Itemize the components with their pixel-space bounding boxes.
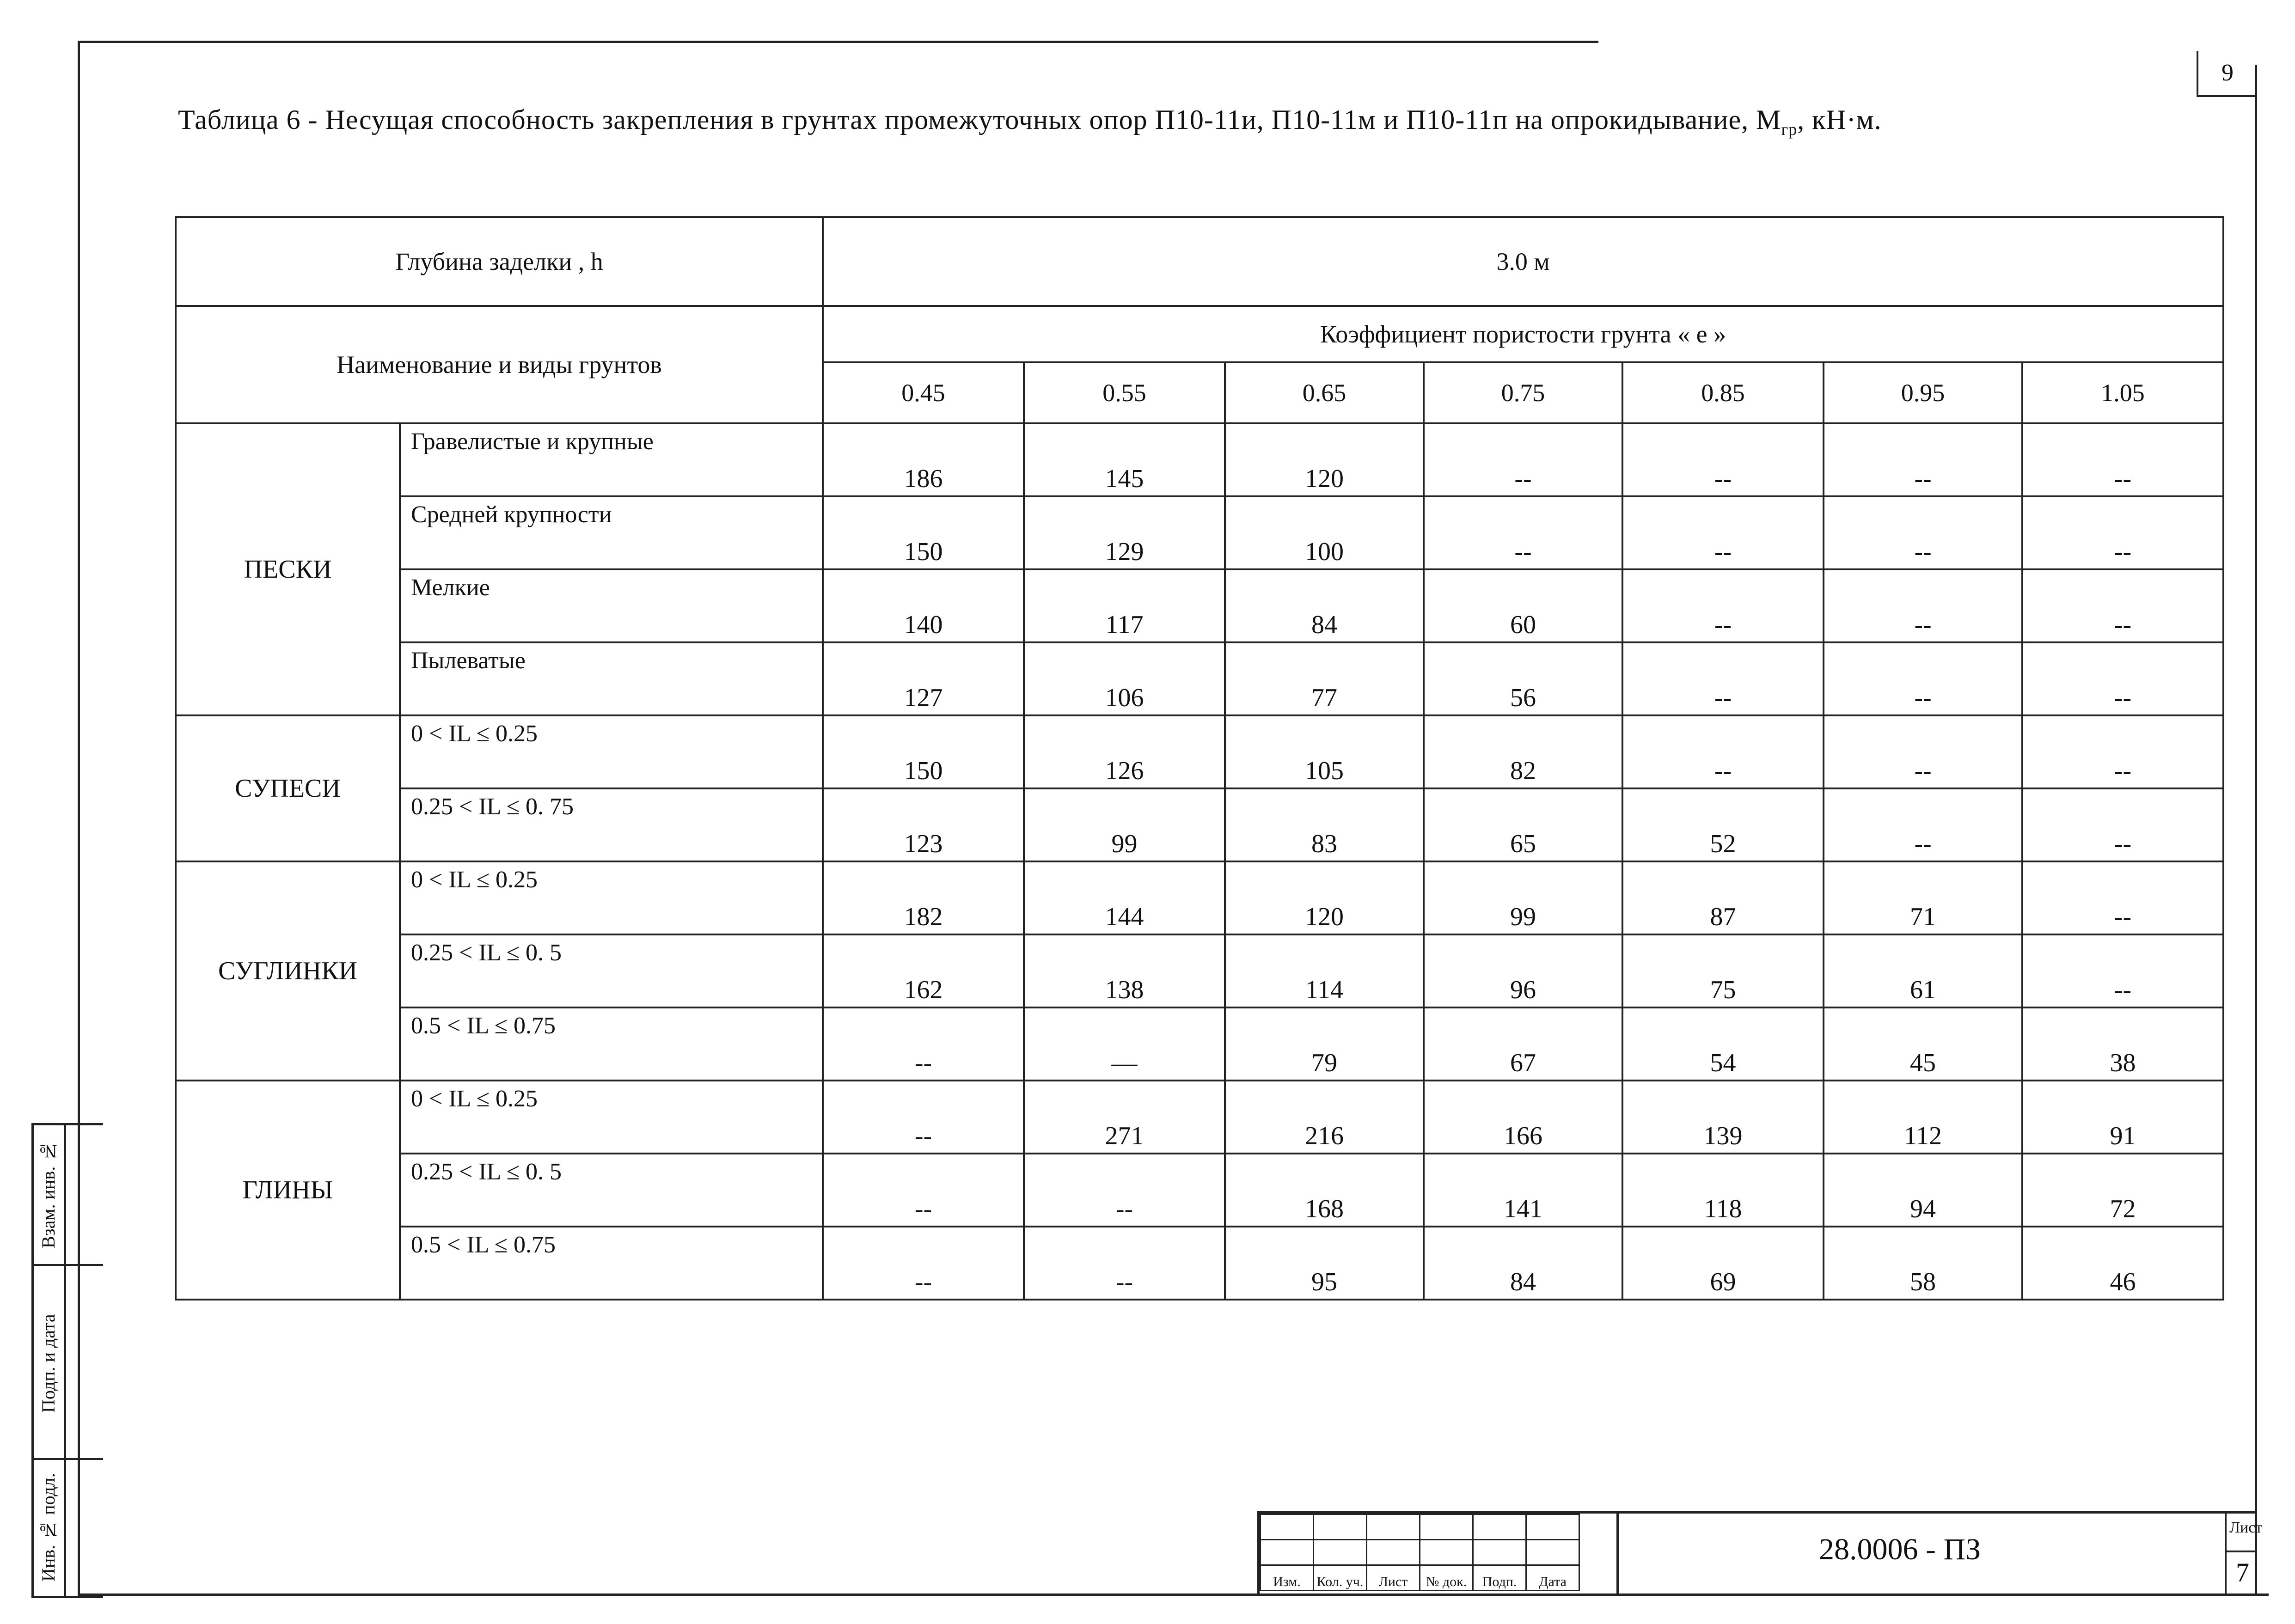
table-row <box>176 1227 2223 1300</box>
value-cell: -- <box>2022 642 2223 715</box>
value-cell: 79 <box>1225 1007 1424 1081</box>
table-row <box>176 861 2223 934</box>
soil-subtype: 0 < IL ≤ 0.25 <box>400 861 823 934</box>
value-cell: 126 <box>1024 715 1225 788</box>
title-text: Таблица 6 - Несущая способность закрепления в грунтах промежуточных опор П10-11и, П10-11м и П10-11п на опрокидывание, M <box>178 104 1781 135</box>
value-cell: 100 <box>1225 496 1424 569</box>
value-cell: 182 <box>823 861 1024 934</box>
value-cell: 84 <box>1424 1227 1622 1300</box>
value-cell: -- <box>2022 788 2223 861</box>
value-cell: -- <box>1824 423 2022 496</box>
soil-subtype: Средней крупности <box>400 496 823 569</box>
value-cell: 166 <box>1424 1081 1622 1154</box>
value-cell: -- <box>1622 423 1824 496</box>
value-cell: 71 <box>1824 861 2022 934</box>
value-cell: -- <box>1024 1227 1225 1300</box>
document-code: 28.0006 - ПЗ <box>1819 1532 1981 1566</box>
value-cell: -- <box>1824 642 2022 715</box>
title-block <box>1257 1511 2263 1596</box>
value-cell: 61 <box>1824 934 2022 1007</box>
value-cell: -- <box>2022 715 2223 788</box>
value-cell: -- <box>823 1154 1024 1227</box>
coef-header: 0.75 <box>1424 362 1622 423</box>
stamp-col-label: Кол. уч. <box>1314 1565 1367 1591</box>
value-cell: 139 <box>1622 1081 1824 1154</box>
value-cell: 186 <box>823 423 1024 496</box>
table-row <box>176 1007 2223 1081</box>
table-row <box>176 423 2223 496</box>
sheet-label: Лист <box>2229 1519 2263 1536</box>
table-row <box>176 788 2223 861</box>
value-cell: 150 <box>823 715 1024 788</box>
coef-header: 1.05 <box>2022 362 2223 423</box>
value-cell: 56 <box>1424 642 1622 715</box>
value-cell: -- <box>1824 569 2022 642</box>
value-cell: 150 <box>823 496 1024 569</box>
stamp-col-label: Подп. <box>1473 1565 1526 1591</box>
strip-label-vzam: Взам. инв. № <box>38 1141 59 1249</box>
revision-grid <box>1260 1514 1580 1591</box>
soil-subtype: 0.5 < IL ≤ 0.75 <box>400 1007 823 1081</box>
value-cell: 54 <box>1622 1007 1824 1081</box>
value-cell: 144 <box>1024 861 1225 934</box>
value-cell: -- <box>1622 569 1824 642</box>
value-cell: 145 <box>1024 423 1225 496</box>
value-cell: 216 <box>1225 1081 1424 1154</box>
depth-value: 3.0 м <box>823 217 2223 306</box>
title-units: , кН·м. <box>1797 104 1882 135</box>
value-cell: — <box>1024 1007 1225 1081</box>
coef-label: Коэффициент пористости грунта « е » <box>823 306 2223 362</box>
value-cell: 123 <box>823 788 1024 861</box>
value-cell: -- <box>1824 788 2022 861</box>
soil-label: Наименование и виды грунтов <box>176 306 823 423</box>
capacity-table <box>175 216 2224 1300</box>
soil-subtype: Пылеватые <box>400 642 823 715</box>
value-cell: 168 <box>1225 1154 1424 1227</box>
value-cell: 120 <box>1225 423 1424 496</box>
stamp-col-label: Лист <box>1367 1565 1420 1591</box>
side-strip <box>31 1123 103 1598</box>
value-cell: -- <box>2022 423 2223 496</box>
value-cell: 162 <box>823 934 1024 1007</box>
value-cell: -- <box>1824 715 2022 788</box>
value-cell: 96 <box>1424 934 1622 1007</box>
value-cell: 58 <box>1824 1227 2022 1300</box>
value-cell: -- <box>823 1007 1024 1081</box>
coef-header: 0.95 <box>1824 362 2022 423</box>
value-cell: 77 <box>1225 642 1424 715</box>
strip-label-podp: Подп. и дата <box>38 1314 59 1413</box>
soil-group: СУПЕСИ <box>176 715 400 861</box>
soil-subtype: Мелкие <box>400 569 823 642</box>
value-cell: 95 <box>1225 1227 1424 1300</box>
table-row <box>176 1081 2223 1154</box>
value-cell: -- <box>823 1227 1024 1300</box>
value-cell: 87 <box>1622 861 1824 934</box>
soil-group: ПЕСКИ <box>176 423 400 715</box>
value-cell: -- <box>2022 861 2223 934</box>
value-cell: 84 <box>1225 569 1424 642</box>
value-cell: 65 <box>1424 788 1622 861</box>
value-cell: 112 <box>1824 1081 2022 1154</box>
soil-subtype: 0.25 < IL ≤ 0. 75 <box>400 788 823 861</box>
value-cell: 117 <box>1024 569 1225 642</box>
value-cell: -- <box>1024 1154 1225 1227</box>
soil-group: ГЛИНЫ <box>176 1081 400 1300</box>
value-cell: 127 <box>823 642 1024 715</box>
value-cell: 91 <box>2022 1081 2223 1154</box>
value-cell: 271 <box>1024 1081 1225 1154</box>
stamp-col-label: № док. <box>1420 1565 1473 1591</box>
value-cell: 69 <box>1622 1227 1824 1300</box>
soil-subtype: 0 < IL ≤ 0.25 <box>400 715 823 788</box>
value-cell: 67 <box>1424 1007 1622 1081</box>
title-subscript: гр <box>1781 120 1798 139</box>
page-number: 9 <box>2197 51 2257 97</box>
soil-group: СУГЛИНКИ <box>176 861 400 1081</box>
table-row <box>176 496 2223 569</box>
coef-header: 0.45 <box>823 362 1024 423</box>
value-cell: 45 <box>1824 1007 2022 1081</box>
depth-label: Глубина заделки , h <box>176 217 823 306</box>
value-cell: 129 <box>1024 496 1225 569</box>
value-cell: -- <box>823 1081 1024 1154</box>
value-cell: 60 <box>1424 569 1622 642</box>
table-row <box>176 934 2223 1007</box>
sheet-number: 7 <box>2236 1557 2249 1587</box>
strip-divider <box>64 1125 66 1596</box>
value-cell: -- <box>2022 496 2223 569</box>
value-cell: 114 <box>1225 934 1424 1007</box>
value-cell: 140 <box>823 569 1024 642</box>
strip-divider <box>34 1264 103 1266</box>
value-cell: 105 <box>1225 715 1424 788</box>
stamp-divider <box>2225 1514 2227 1596</box>
value-cell: 75 <box>1622 934 1824 1007</box>
value-cell: 38 <box>2022 1007 2223 1081</box>
value-cell: 46 <box>2022 1227 2223 1300</box>
value-cell: 106 <box>1024 642 1225 715</box>
value-cell: 118 <box>1622 1154 1824 1227</box>
value-cell: 82 <box>1424 715 1622 788</box>
stamp-divider <box>1616 1514 1619 1596</box>
value-cell: -- <box>1622 642 1824 715</box>
value-cell: 120 <box>1225 861 1424 934</box>
stamp-col-label: Дата <box>1526 1565 1579 1591</box>
coef-header: 0.55 <box>1024 362 1225 423</box>
value-cell: -- <box>1424 423 1622 496</box>
page-title <box>178 104 1882 139</box>
stamp-col-label: Изм. <box>1261 1565 1314 1591</box>
strip-divider <box>34 1458 103 1460</box>
soil-subtype: 0.25 < IL ≤ 0. 5 <box>400 934 823 1007</box>
value-cell: 52 <box>1622 788 1824 861</box>
value-cell: 99 <box>1024 788 1225 861</box>
value-cell: -- <box>1622 496 1824 569</box>
value-cell: 141 <box>1424 1154 1622 1227</box>
soil-subtype: 0 < IL ≤ 0.25 <box>400 1081 823 1154</box>
value-cell: -- <box>1622 715 1824 788</box>
value-cell: 138 <box>1024 934 1225 1007</box>
frame-right-line <box>2255 65 2257 1594</box>
value-cell: 99 <box>1424 861 1622 934</box>
soil-subtype: 0.5 < IL ≤ 0.75 <box>400 1227 823 1300</box>
soil-subtype: 0.25 < IL ≤ 0. 5 <box>400 1154 823 1227</box>
table-row <box>176 715 2223 788</box>
value-cell: 72 <box>2022 1154 2223 1227</box>
value-cell: -- <box>1424 496 1622 569</box>
coef-header: 0.85 <box>1622 362 1824 423</box>
value-cell: 83 <box>1225 788 1424 861</box>
frame-top-line <box>78 41 1598 43</box>
value-cell: -- <box>1824 496 2022 569</box>
value-cell: -- <box>2022 934 2223 1007</box>
table-row <box>176 569 2223 642</box>
value-cell: -- <box>2022 569 2223 642</box>
coef-header: 0.65 <box>1225 362 1424 423</box>
value-cell: 94 <box>1824 1154 2022 1227</box>
strip-label-inv: Инв. № подл. <box>38 1473 59 1582</box>
stamp-divider <box>2225 1551 2257 1552</box>
table-row <box>176 642 2223 715</box>
soil-subtype: Гравелистые и крупные <box>400 423 823 496</box>
table-row <box>176 1154 2223 1227</box>
